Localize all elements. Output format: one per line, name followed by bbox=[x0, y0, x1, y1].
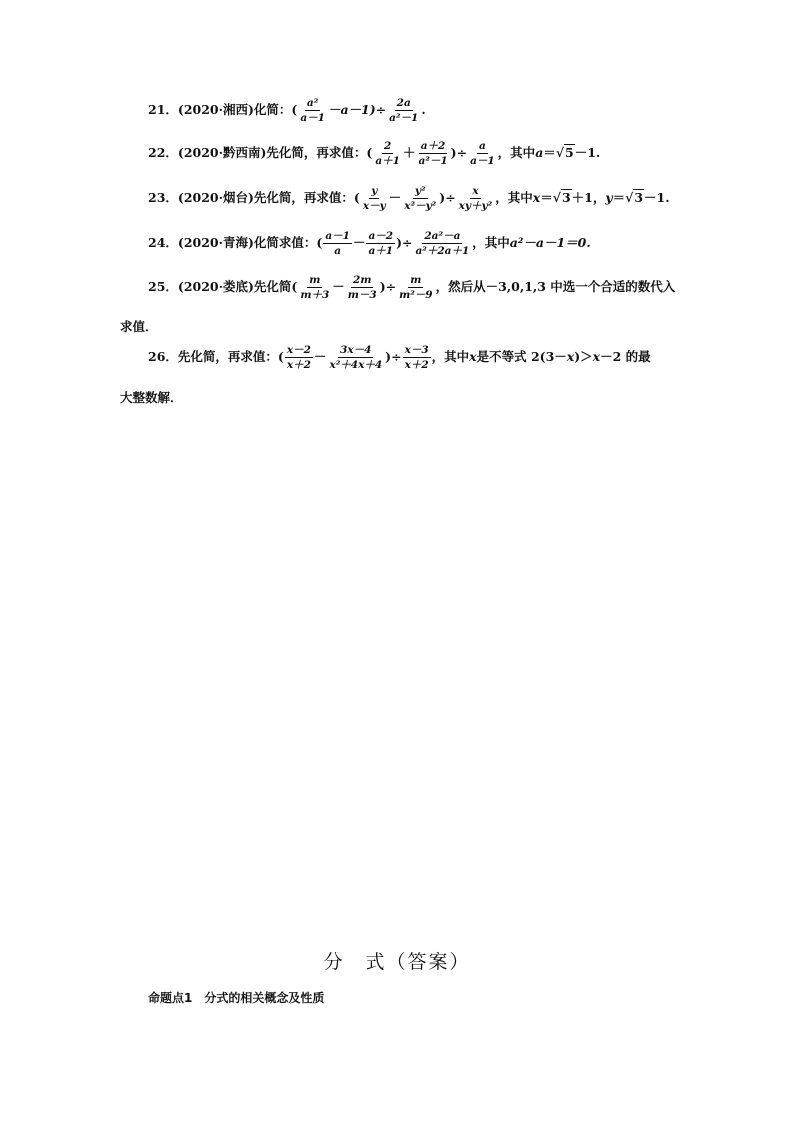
fraction: $\frac{a}{a-1}$ bbox=[470, 140, 495, 168]
problem-number: 25． bbox=[148, 279, 178, 295]
fraction: $\frac{a-2}{a+1}$ bbox=[368, 230, 394, 258]
fraction: $\frac{3x-4}{\text{x²＋4x＋4}}$ bbox=[329, 344, 383, 372]
problem-number: 24． bbox=[148, 235, 178, 251]
problem-source: (2020·黔西南) bbox=[177, 145, 267, 161]
answer-title: 分 式（答案） bbox=[323, 951, 471, 973]
sqrt-symbol: √3 bbox=[552, 190, 571, 206]
problem-23: 23． (2020·烟台) 先化简，再求值： ( $\frac{y}{x-y}$ － $\frac{\text{y²}}{\text{x²－y²}}$ )÷ $\frac{x}{\text{xy＋y²}}$ ，其中 x ＝ √3 ＋1， y ＝ √3 －1. bbox=[148, 185, 670, 213]
fraction: $\frac{\text{a²}}{a-1}$ bbox=[300, 97, 325, 125]
problem-number: 21． bbox=[148, 102, 178, 118]
problem-number: 23． bbox=[148, 190, 178, 206]
section-label: 命题点1 分式的相关概念及性质 bbox=[148, 991, 325, 1005]
fraction: $\frac{\text{y²}}{\text{x²－y²}}$ bbox=[404, 185, 437, 213]
fraction: $\frac{a-1}{a}$ bbox=[325, 230, 350, 258]
problem-tail: ，其中 bbox=[495, 190, 533, 206]
math-expression: －a－1)÷ bbox=[327, 102, 387, 118]
fraction: $\frac{2m}{m-3}$ bbox=[347, 274, 377, 302]
problem-number: 22． bbox=[148, 145, 178, 161]
fraction: $\frac{\text{2a²－a}}{\text{a²＋2a＋1}}$ bbox=[415, 230, 470, 258]
problem-25-continuation: 求值． bbox=[120, 319, 158, 334]
problem-tail: ，其中 bbox=[431, 349, 470, 365]
problem-text: 化简求值： bbox=[253, 235, 317, 251]
problem-25: 25． (2020·娄底) 先化简 ( $\frac{m}{m+3}$ － $\frac{2m}{m-3}$ )÷ $\frac{m}{\text{m²－9}}$ ，然后从－3,0,1,3 中选一个合适的数代入 bbox=[148, 274, 676, 302]
problem-26: 26． 先化简，再求值： ( $\frac{x-2}{x+2}$ － $\frac{3x-4}{\text{x²＋4x＋4}}$ ) ÷ $\frac{x-3}{x+2}$ ，其中 x 是不等式 2(3－ x )＞ x －2 的最 bbox=[148, 344, 651, 372]
fraction: $\frac{2a}{\text{a²－1}}$ bbox=[389, 97, 419, 125]
fraction: $\frac{x-3}{x+2}$ bbox=[404, 344, 429, 372]
fraction: $\frac{x-2}{x+2}$ bbox=[286, 344, 311, 372]
problem-text: 先化简，再求值： bbox=[266, 145, 367, 161]
fraction: $\frac{2}{a+1}$ bbox=[375, 140, 400, 168]
problem-21: 21． (2020·湘西) 化简： ( $\frac{\text{a²}}{a-1}$ －a－1)÷ $\frac{2a}{\text{a²－1}}$ . bbox=[148, 97, 426, 125]
problem-tail: ，其中 bbox=[472, 235, 510, 251]
problem-source: (2020·烟台) bbox=[177, 190, 254, 206]
problem-source: (2020·青海) bbox=[177, 235, 254, 251]
problem-source: (2020·娄底) bbox=[177, 279, 254, 295]
sqrt-symbol: √5 bbox=[555, 145, 574, 161]
problem-tail: ，然后从－3,0,1,3 中选一个合适的数代入 bbox=[435, 279, 676, 295]
problem-text: 化简： bbox=[253, 102, 292, 118]
problem-source: (2020·湘西) bbox=[177, 102, 254, 118]
problem-text: 先化简 bbox=[253, 279, 292, 295]
problem-number: 26． bbox=[148, 349, 178, 365]
problem-text: 先化简，再求值： bbox=[177, 349, 278, 365]
fraction: $\frac{m}{m+3}$ bbox=[300, 274, 330, 302]
fraction: $\frac{x}{\text{xy＋y²}}$ bbox=[458, 185, 493, 213]
problem-24: 24． (2020·青海) 化简求值： ( $\frac{a-1}{a}$ － $\frac{a-2}{a+1}$ )÷ $\frac{\text{2a²－a}}{\text{a²＋2a＋1}}$ ，其中 a²－a－1＝0. bbox=[148, 230, 591, 258]
problem-text: 先化简，再求值： bbox=[253, 190, 354, 206]
problem-26-continuation: 大整数解． bbox=[120, 390, 183, 405]
fraction: $\frac{y}{x-y}$ bbox=[362, 185, 386, 213]
problem-tail: ，其中 bbox=[497, 145, 536, 161]
fraction: $\frac{a+2}{\text{a²－1}}$ bbox=[418, 140, 448, 168]
problem-22: 22． (2020·黔西南) 先化简，再求值： ( $\frac{2}{a+1}$ ＋ $\frac{a+2}{\text{a²－1}}$ )÷ $\frac{a}{a-1}$ ，其中 a ＝ √5 －1. bbox=[148, 140, 601, 168]
fraction: $\frac{m}{\text{m²－9}}$ bbox=[399, 274, 433, 302]
sqrt-symbol: √3 bbox=[625, 190, 644, 206]
